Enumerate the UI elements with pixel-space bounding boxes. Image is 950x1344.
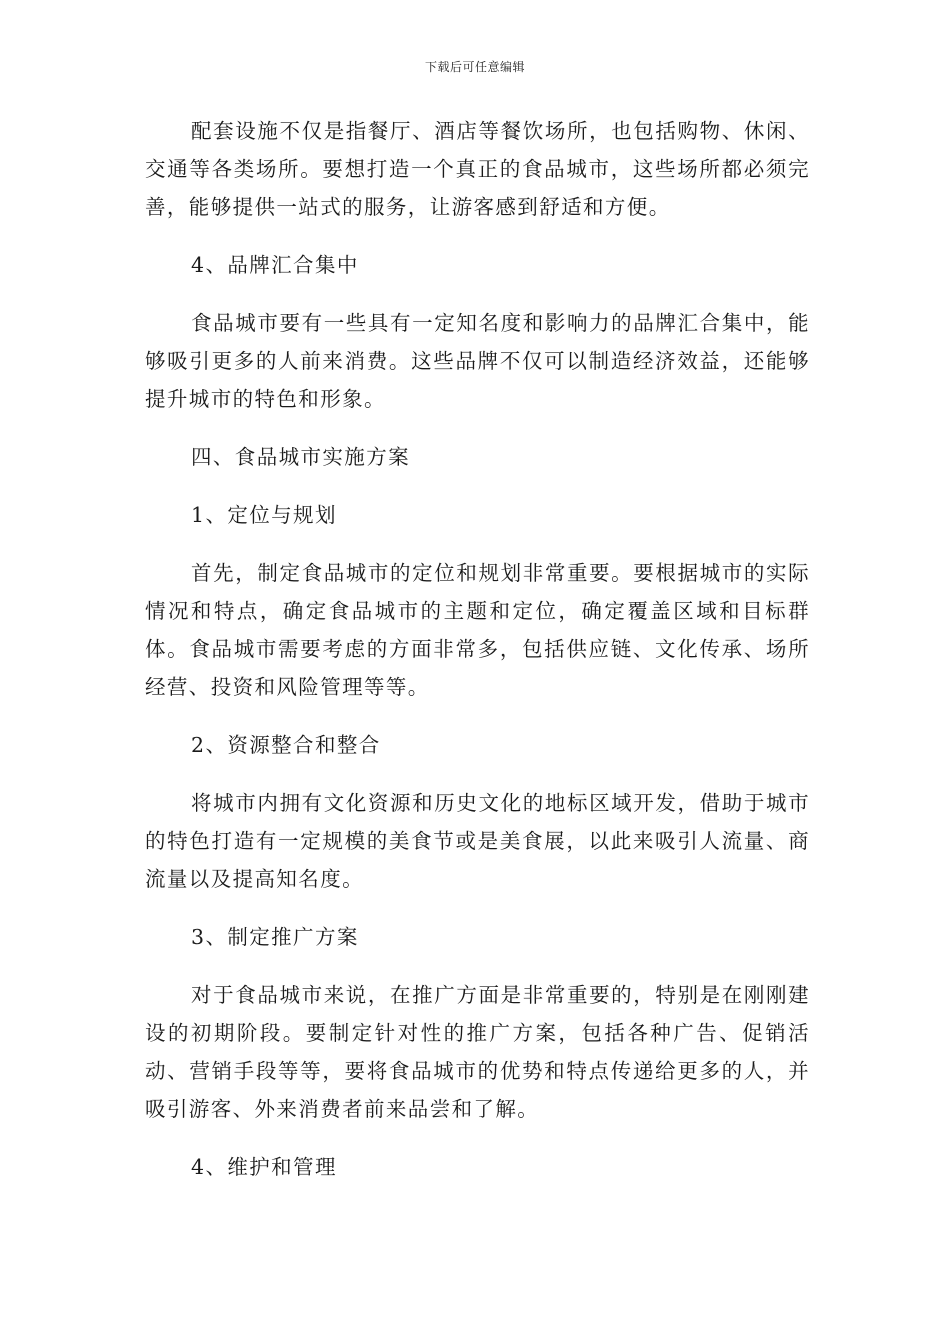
heading-maintenance-management: 4、维护和管理 xyxy=(191,1155,337,1179)
heading-resource-integration: 2、资源整合和整合 xyxy=(191,733,381,757)
heading-brand-gathering: 4、品牌汇合集中 xyxy=(191,253,359,277)
heading-promotion-plan: 3、制定推广方案 xyxy=(191,925,359,949)
heading-implementation-plan: 四、食品城市实施方案 xyxy=(191,445,410,469)
document-body xyxy=(145,112,810,1206)
page-header: 下载后可任意编辑 xyxy=(424,60,525,74)
heading-positioning-planning: 1、定位与规划 xyxy=(191,503,337,527)
paragraph-brand-gathering: 食品城市要有一些具有一定知名度和影响力的品牌汇合集中，能够吸引更多的人前来消费。这些品牌不仅可以制造经济效益，还能够提升城市的特色和形象。 xyxy=(145,311,810,411)
paragraph-facilities: 配套设施不仅是指餐厅、酒店等餐饮场所，也包括购物、休闲、交通等各类场所。要想打造一个真正的食品城市，这些场所都必须完善，能够提供一站式的服务，让游客感到舒适和方便。 xyxy=(145,119,810,219)
paragraph-resource-integration: 将城市内拥有文化资源和历史文化的地标区域开发，借助于城市的特色打造有一定规模的美食节或是美食展，以此来吸引人流量、商流量以及提高知名度。 xyxy=(145,791,810,891)
paragraph-positioning-planning: 首先，制定食品城市的定位和规划非常重要。要根据城市的实际情况和特点，确定食品城市的主题和定位，确定覆盖区域和目标群体。食品城市需要考虑的方面非常多，包括供应链、文化传承、场所经营、投资和风险管理等等。 xyxy=(145,561,810,699)
paragraph-promotion-plan: 对于食品城市来说，在推广方面是非常重要的，特别是在刚刚建设的初期阶段。要制定针对性的推广方案，包括各种广告、促销活动、营销手段等等，要将食品城市的优势和特点传递给更多的人，并吸引游客、外来消费者前来品尝和了解。 xyxy=(145,983,810,1121)
